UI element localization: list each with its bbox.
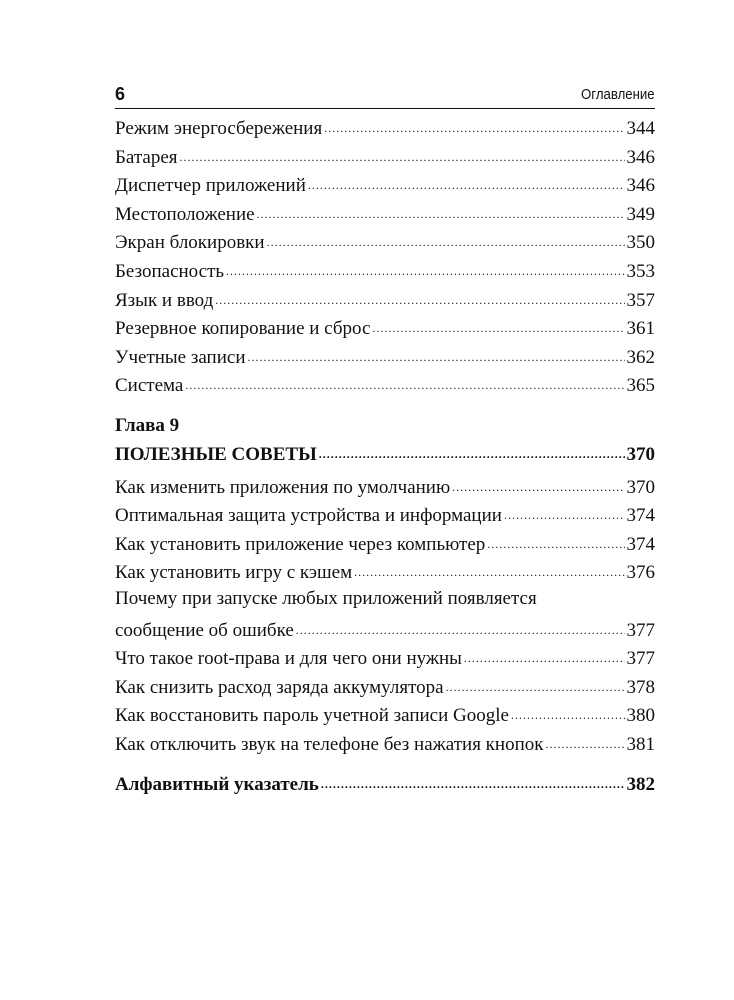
toc-entry-label: Система bbox=[115, 375, 184, 397]
leader-dots bbox=[354, 559, 624, 578]
leader-dots bbox=[372, 315, 624, 334]
toc-entry-label-line1[interactable]: Почему при запуске любых приложений появляется bbox=[115, 587, 537, 609]
toc-entry-page: 350 bbox=[626, 232, 655, 254]
toc-entry[interactable] bbox=[115, 287, 655, 316]
toc-entry-page: 380 bbox=[626, 705, 655, 727]
toc-entry-label: Резервное копирование и сброс bbox=[115, 318, 371, 340]
toc-entry[interactable] bbox=[115, 372, 655, 401]
index-label: Алфавитный указатель bbox=[115, 774, 319, 796]
toc-entry[interactable] bbox=[115, 645, 655, 674]
toc-entry[interactable] bbox=[115, 617, 655, 646]
leader-dots bbox=[180, 144, 625, 163]
leader-dots bbox=[319, 441, 625, 460]
section-title: Оглавление bbox=[581, 86, 655, 103]
toc-entry-label: Безопасность bbox=[115, 260, 225, 282]
chapter-title-entry[interactable] bbox=[115, 441, 655, 470]
leader-dots bbox=[321, 771, 625, 790]
leader-dots bbox=[185, 372, 624, 391]
leader-dots bbox=[257, 201, 625, 220]
leader-dots bbox=[487, 531, 624, 550]
toc-entry[interactable] bbox=[115, 674, 655, 703]
toc-entry-page: 370 bbox=[626, 476, 655, 498]
toc-entry-page: 346 bbox=[626, 175, 655, 197]
toc-entry[interactable] bbox=[115, 144, 655, 173]
index-page: 382 bbox=[626, 774, 655, 796]
toc-entry-label-line2: сообщение об ошибке bbox=[115, 619, 294, 641]
toc-entry[interactable] bbox=[115, 201, 655, 230]
toc-entry-label: Диспетчер приложений bbox=[115, 175, 306, 197]
toc-entry-label: Батарея bbox=[115, 146, 178, 168]
toc-entry-page: 349 bbox=[626, 203, 655, 225]
toc-entry[interactable] bbox=[115, 315, 655, 344]
index-entry[interactable] bbox=[115, 771, 655, 800]
toc-entry-page: 353 bbox=[626, 260, 655, 282]
leader-dots bbox=[324, 115, 624, 134]
toc-entry[interactable] bbox=[115, 531, 655, 560]
leader-dots bbox=[308, 172, 625, 191]
leader-dots bbox=[215, 287, 624, 306]
toc-entry-label: Режим энергосбережения bbox=[115, 118, 323, 139]
toc-entry-page: 377 bbox=[626, 619, 655, 641]
toc-entry[interactable] bbox=[115, 258, 655, 287]
leader-dots bbox=[446, 674, 625, 693]
toc-entry-label: Как восстановить пароль учетной записи Google bbox=[115, 705, 509, 727]
page-number: 6 bbox=[115, 84, 126, 104]
toc-entry-label: Оптимальная защита устройства и информации bbox=[115, 505, 502, 527]
leader-dots bbox=[504, 502, 625, 521]
toc-entry[interactable] bbox=[115, 172, 655, 201]
toc-entry-label: Местоположение bbox=[115, 203, 255, 225]
toc-entry-page: 378 bbox=[626, 676, 655, 698]
book-page bbox=[115, 82, 655, 800]
toc-entry-label: Экран блокировки bbox=[115, 232, 265, 254]
toc-entry[interactable] bbox=[115, 344, 655, 373]
toc-entry[interactable] bbox=[115, 731, 655, 760]
toc-entry[interactable] bbox=[115, 229, 655, 258]
toc-entry-label: Учетные записи bbox=[115, 346, 246, 368]
leader-dots bbox=[464, 645, 625, 664]
leader-dots bbox=[296, 617, 625, 636]
toc-entry-page: 357 bbox=[626, 289, 655, 311]
running-header bbox=[115, 82, 655, 109]
leader-dots bbox=[545, 731, 624, 750]
toc-entry-page: 344 bbox=[626, 118, 655, 139]
toc-entry-page: 381 bbox=[626, 733, 655, 755]
toc-entry[interactable] bbox=[115, 559, 655, 588]
toc-entry[interactable] bbox=[115, 115, 655, 144]
toc-entry-label: Что такое root-права и для чего они нужны bbox=[115, 648, 462, 670]
leader-dots bbox=[511, 702, 625, 721]
toc-entry-page: 377 bbox=[626, 648, 655, 670]
toc-entry-page: 361 bbox=[626, 318, 655, 340]
toc-entry[interactable] bbox=[115, 474, 655, 503]
toc-entry-label: Как изменить приложения по умолчанию bbox=[115, 476, 451, 498]
leader-dots bbox=[452, 474, 624, 493]
toc-entry[interactable] bbox=[115, 502, 655, 531]
toc-entry-label: Как установить игру с кэшем bbox=[115, 562, 353, 584]
toc-entry-page: 376 bbox=[626, 562, 655, 584]
toc-entry[interactable] bbox=[115, 702, 655, 731]
toc-entry-page: 346 bbox=[626, 146, 655, 168]
toc-entry-page: 365 bbox=[626, 375, 655, 397]
leader-dots bbox=[226, 258, 624, 277]
toc-entry-page: 374 bbox=[626, 533, 655, 555]
leader-dots bbox=[248, 344, 625, 363]
toc-entry-label: Как установить приложение через компьютер bbox=[115, 533, 486, 555]
leader-dots bbox=[267, 229, 625, 248]
toc-entry-label: Язык и ввод bbox=[115, 289, 214, 311]
chapter-label: Глава 9 bbox=[115, 414, 180, 436]
chapter-title: ПОЛЕЗНЫЕ СОВЕТЫ bbox=[115, 443, 317, 465]
toc-entry-label: Как отключить звук на телефоне без нажатия кнопок bbox=[115, 733, 544, 755]
toc-entry-page: 374 bbox=[626, 505, 655, 527]
chapter-page: 370 bbox=[626, 443, 655, 465]
toc-entry-label: Как снизить расход заряда аккумулятора bbox=[115, 676, 444, 698]
table-of-contents bbox=[115, 115, 655, 800]
toc-entry-page: 362 bbox=[626, 346, 655, 368]
